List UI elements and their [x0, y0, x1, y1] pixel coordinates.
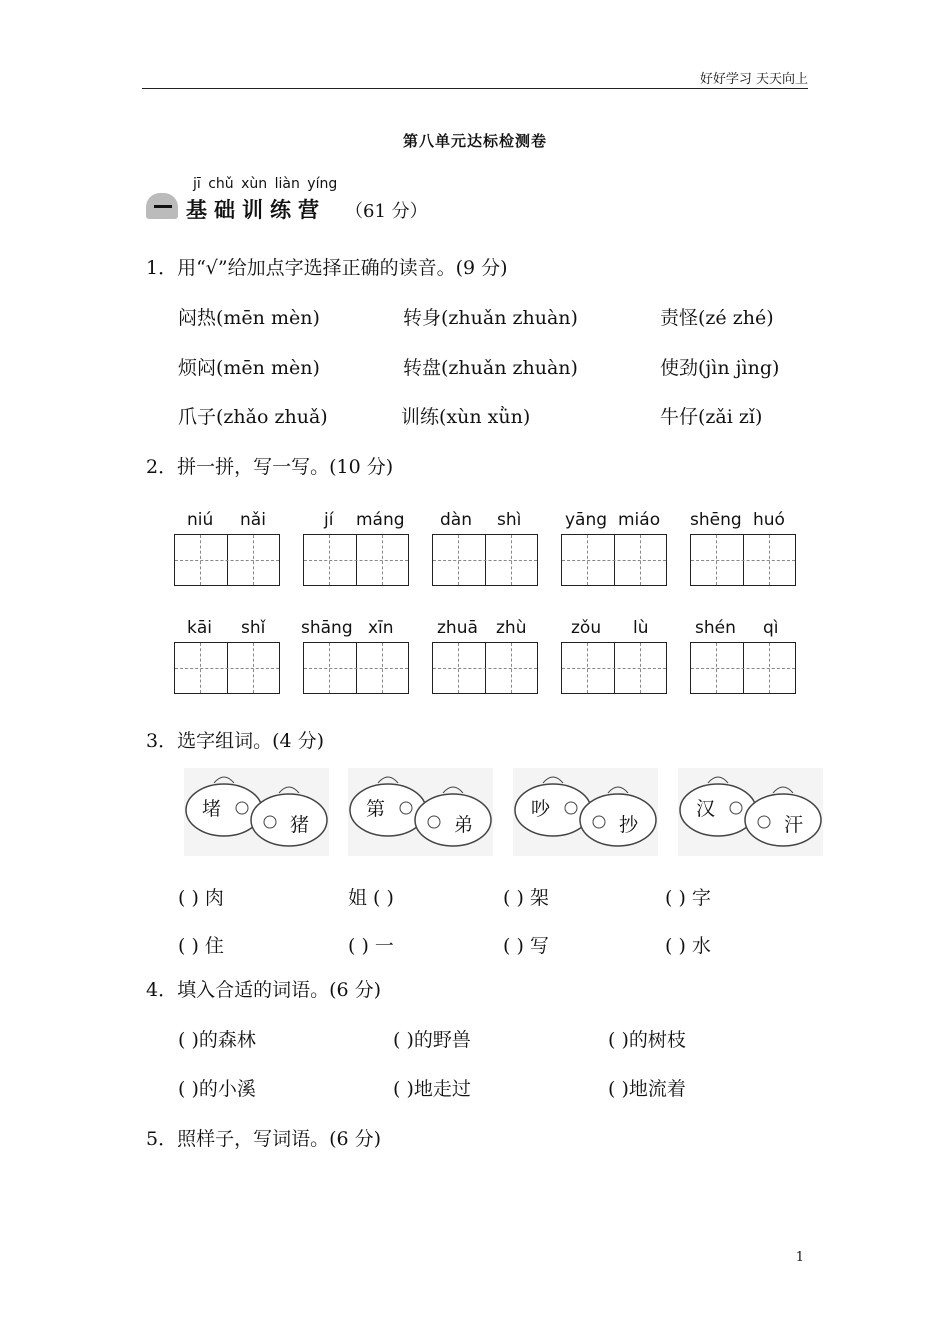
butterfly-char: 汉 [696, 798, 716, 820]
pinyin-syllable: jí [324, 510, 334, 530]
writing-grid[interactable] [174, 642, 280, 694]
q1-option: 牛仔(zǎi zǐ) [660, 406, 763, 428]
pinyin-syllable: xīn [368, 618, 394, 638]
page-title: 第八单元达标检测卷 [402, 132, 547, 150]
q3-blank[interactable]: ( ) 架 [503, 887, 549, 909]
pinyin-syllable: zǒu [571, 618, 602, 638]
butterfly-char: 弟 [454, 814, 474, 836]
writing-grid[interactable] [174, 534, 280, 586]
pinyin-syllable: huó [753, 510, 785, 530]
q5-prompt: 5．照样子，写词语。(6 分) [146, 1128, 382, 1150]
q4-blank[interactable]: ( )的树枝 [608, 1029, 686, 1051]
pinyin-syllable: zhù [496, 618, 527, 638]
pinyin-syllable: shǐ [241, 618, 266, 638]
butterfly-char: 吵 [531, 798, 551, 820]
butterfly-char: 汗 [784, 814, 804, 836]
q4-blank[interactable]: ( )的森林 [178, 1029, 256, 1051]
q1-option: 转身(zhuǎn zhuàn) [403, 307, 578, 329]
q1-option: 转盘(zhuǎn zhuàn) [403, 357, 578, 379]
butterfly-picture [348, 768, 493, 856]
butterfly-picture [184, 768, 329, 856]
header-motto: 好好学习 天天向上 [699, 72, 808, 87]
q3-blank[interactable]: ( ) 住 [178, 935, 224, 957]
pinyin-syllable: niú [187, 510, 214, 530]
q3-blank[interactable]: ( ) 肉 [178, 887, 224, 909]
q4-blank[interactable]: ( )地流着 [608, 1078, 686, 1100]
writing-grid[interactable] [561, 642, 667, 694]
writing-grid[interactable] [561, 534, 667, 586]
butterfly-char: 第 [366, 798, 386, 820]
q1-option: 闷热(mēn mèn) [178, 307, 320, 329]
q4-blank[interactable]: ( )的小溪 [178, 1078, 256, 1100]
pinyin-syllable: yāng [565, 510, 608, 530]
q4-prompt: 4．填入合适的词语。(6 分) [146, 979, 382, 1001]
q3-blank[interactable]: ( ) 一 [348, 935, 394, 957]
q3-prompt: 3．选字组词。(4 分) [146, 730, 325, 752]
pinyin-syllable: qì [763, 618, 779, 638]
section-score: （61 分） [345, 201, 428, 222]
q2-prompt: 2．拼一拼，写一写。(10 分) [146, 456, 394, 478]
q4-blank[interactable]: ( )地走过 [393, 1078, 471, 1100]
pinyin-syllable: nǎi [240, 510, 266, 530]
header-rule [142, 88, 808, 89]
pinyin-syllable: shāng [301, 618, 353, 638]
section-number-mark [154, 205, 172, 208]
q3-blank[interactable]: ( ) 写 [503, 935, 549, 957]
writing-grid[interactable] [432, 642, 538, 694]
butterfly-picture [678, 768, 823, 856]
q3-blank[interactable]: ( ) 水 [665, 935, 711, 957]
q1-option: 训练(xùn xǜn) [401, 406, 531, 428]
writing-grid[interactable] [303, 642, 409, 694]
q3-blank[interactable]: 姐 ( ) [348, 887, 394, 909]
pinyin-syllable: shì [497, 510, 522, 530]
butterfly-char: 抄 [619, 814, 639, 836]
section-pinyin: jī chǔ xùn liàn yíng [193, 176, 338, 192]
q3-blank[interactable]: ( ) 字 [665, 887, 711, 909]
pinyin-syllable: dàn [440, 510, 472, 530]
pinyin-syllable: máng [356, 510, 405, 530]
butterfly-char: 堵 [202, 798, 222, 820]
q1-prompt: 1．用“√”给加点字选择正确的读音。(9 分) [146, 257, 508, 279]
pinyin-syllable: lù [633, 618, 649, 638]
writing-grid[interactable] [690, 534, 796, 586]
q1-option: 烦闷(mēn mèn) [178, 357, 320, 379]
pinyin-syllable: shēng [690, 510, 742, 530]
butterfly-picture [513, 768, 658, 856]
pinyin-syllable: kāi [187, 618, 212, 638]
butterfly-char: 猪 [290, 814, 310, 836]
section-title: 基础训练营 [186, 198, 326, 222]
q4-blank[interactable]: ( )的野兽 [393, 1029, 471, 1051]
q1-option: 使劲(jìn jìng) [660, 357, 780, 379]
writing-grid[interactable] [303, 534, 409, 586]
q1-option: 责怪(zé zhé) [660, 307, 774, 329]
pinyin-syllable: shén [695, 618, 736, 638]
pinyin-syllable: zhuā [437, 618, 478, 638]
page-number: 1 [795, 1250, 804, 1265]
q1-option: 爪子(zhǎo zhuǎ) [178, 406, 328, 428]
pinyin-syllable: miáo [618, 510, 661, 530]
writing-grid[interactable] [432, 534, 538, 586]
writing-grid[interactable] [690, 642, 796, 694]
